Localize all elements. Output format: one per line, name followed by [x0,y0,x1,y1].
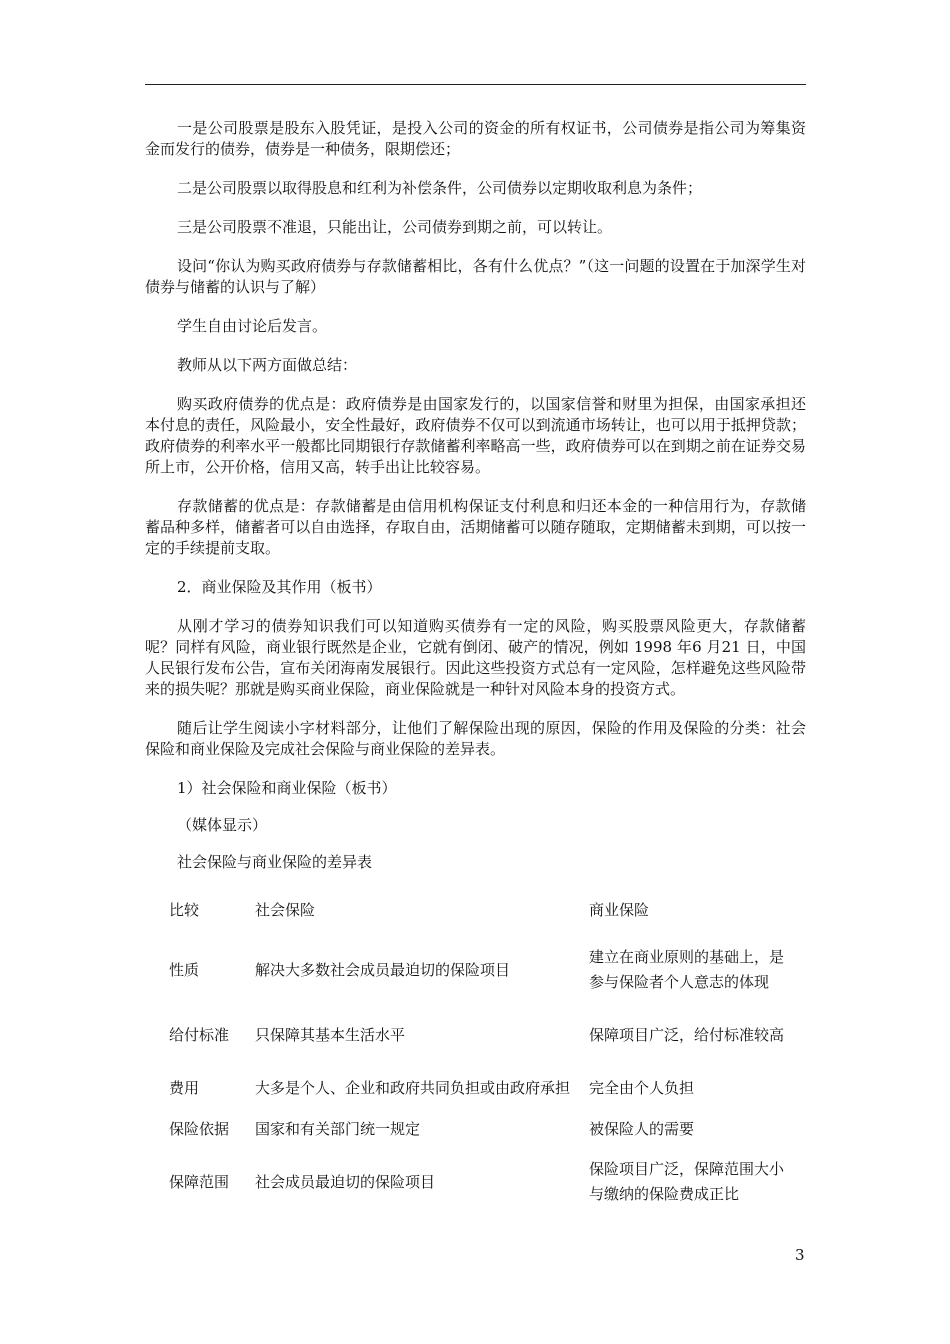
table-row [169,931,806,1009]
paragraph: 购买政府债券的优点是：政府债券是由国家发行的，以国家信誉和财里为担保，由国家承担还本付息的责任，风险最小，安全性最好，政府债券不仅可以到流通市场转让，也可以用于抵押贷款；政府债券的利率水平一般都比同期银行存款储蓄利率略高一些，政府债券可以在到期之前在证券交易所上市，公开价格，信用又高，转手出让比较容易。 [145,395,806,476]
table-cell: 性质 [169,960,200,979]
table-cell: 给付标准 [169,1025,230,1044]
subsection-heading: 1）社会保险和商业保险（板书） [177,779,397,797]
table-row [169,1143,806,1221]
table-cell: 建立在商业原则的基础上，是参与保险者个人意志的体现 [589,948,785,991]
table-cell: 解决大多数社会成员最迫切的保险项目 [255,960,511,979]
table-cell: 大多是个人、企业和政府共同负担或由政府承担 [255,1078,571,1097]
paragraph: 从刚才学习的债券知识我们可以知道购买债券有一定的风险，购买股票风险更大，存款储蓄呢？同样有风险，商业银行既然是企业，它就有倒闭、破产的情况，例如 1998 年6 月21 日，中国人民银行发布公告，宣布关闭海南发展银行。因此这些投资方式总有一定风险，怎样避免这些风险带来的损失呢？那就是购买商业保险，商业保险就是一种针对风险本身的投资方式。 [145,617,806,698]
table-row [169,1061,806,1115]
table-header-row [169,889,806,931]
table-header-cell: 社会保险 [255,900,316,919]
table-header-cell: 比较 [169,900,200,919]
paragraph: 二是公司股票以取得股息和红利为补偿条件，公司债券以定期收取利息为条件； [177,179,703,197]
paragraph: 存款储蓄的优点是：存款储蓄是由信用机构保证支付利息和归还本金的一种信用行为，存款储蓄品种多样，储蓄者可以自由选择，存取自由，活期储蓄可以随存随取，定期储蓄未到期，可以按一定的手续提前支取。 [145,497,806,557]
section-heading: 2．商业保险及其作用（板书） [177,578,382,596]
document-body [145,118,806,1221]
paragraph: 学生自由讨论后发言。 [177,317,328,335]
table-cell: 只保障其基本生活水平 [255,1025,406,1044]
table-cell: 保险依据 [169,1119,230,1138]
header-rule [145,84,806,85]
paragraph: 教师从以下两方面做总结： [177,356,358,374]
table-row [169,1115,806,1143]
table-cell: 费用 [169,1078,200,1097]
table-header-cell: 商业保险 [589,900,650,919]
table-cell: 保障范围 [169,1172,230,1191]
table-row [169,1009,806,1061]
table-cell: 社会成员最迫切的保险项目 [255,1172,436,1191]
table-cell: 国家和有关部门统一规定 [255,1119,421,1138]
table-cell: 保险项目广泛，保障范围大小与缴纳的保险费成正比 [589,1160,785,1203]
table-cell: 被保险人的需要 [589,1119,695,1138]
media-note: （媒体显示） [177,816,268,834]
table-cell: 完全由个人负担 [589,1078,695,1097]
paragraph: 随后让学生阅读小字材料部分，让他们了解保险出现的原因，保险的作用及保险的分类：社会保险和商业保险及完成社会保险与商业保险的差异表。 [145,719,806,758]
paragraph: 三是公司股票不准退，只能出让，公司债券到期之前，可以转让。 [177,218,613,236]
comparison-table [169,889,806,1221]
paragraph: 一是公司股票是股东入股凭证，是投入公司的资金的所有权证书，公司债券是指公司为筹集资金而发行的债券，债券是一种债务，限期偿还； [145,119,806,158]
page-number: 3 [795,1246,805,1264]
table-cell: 保障项目广泛，给付标准较高 [589,1025,785,1044]
paragraph: 设问“你认为购买政府债券与存款储蓄相比，各有什么优点？”（这一问题的设置在于加深学生对债券与储蓄的认识与了解） [145,257,806,296]
table-caption: 社会保险与商业保险的差异表 [177,853,373,871]
